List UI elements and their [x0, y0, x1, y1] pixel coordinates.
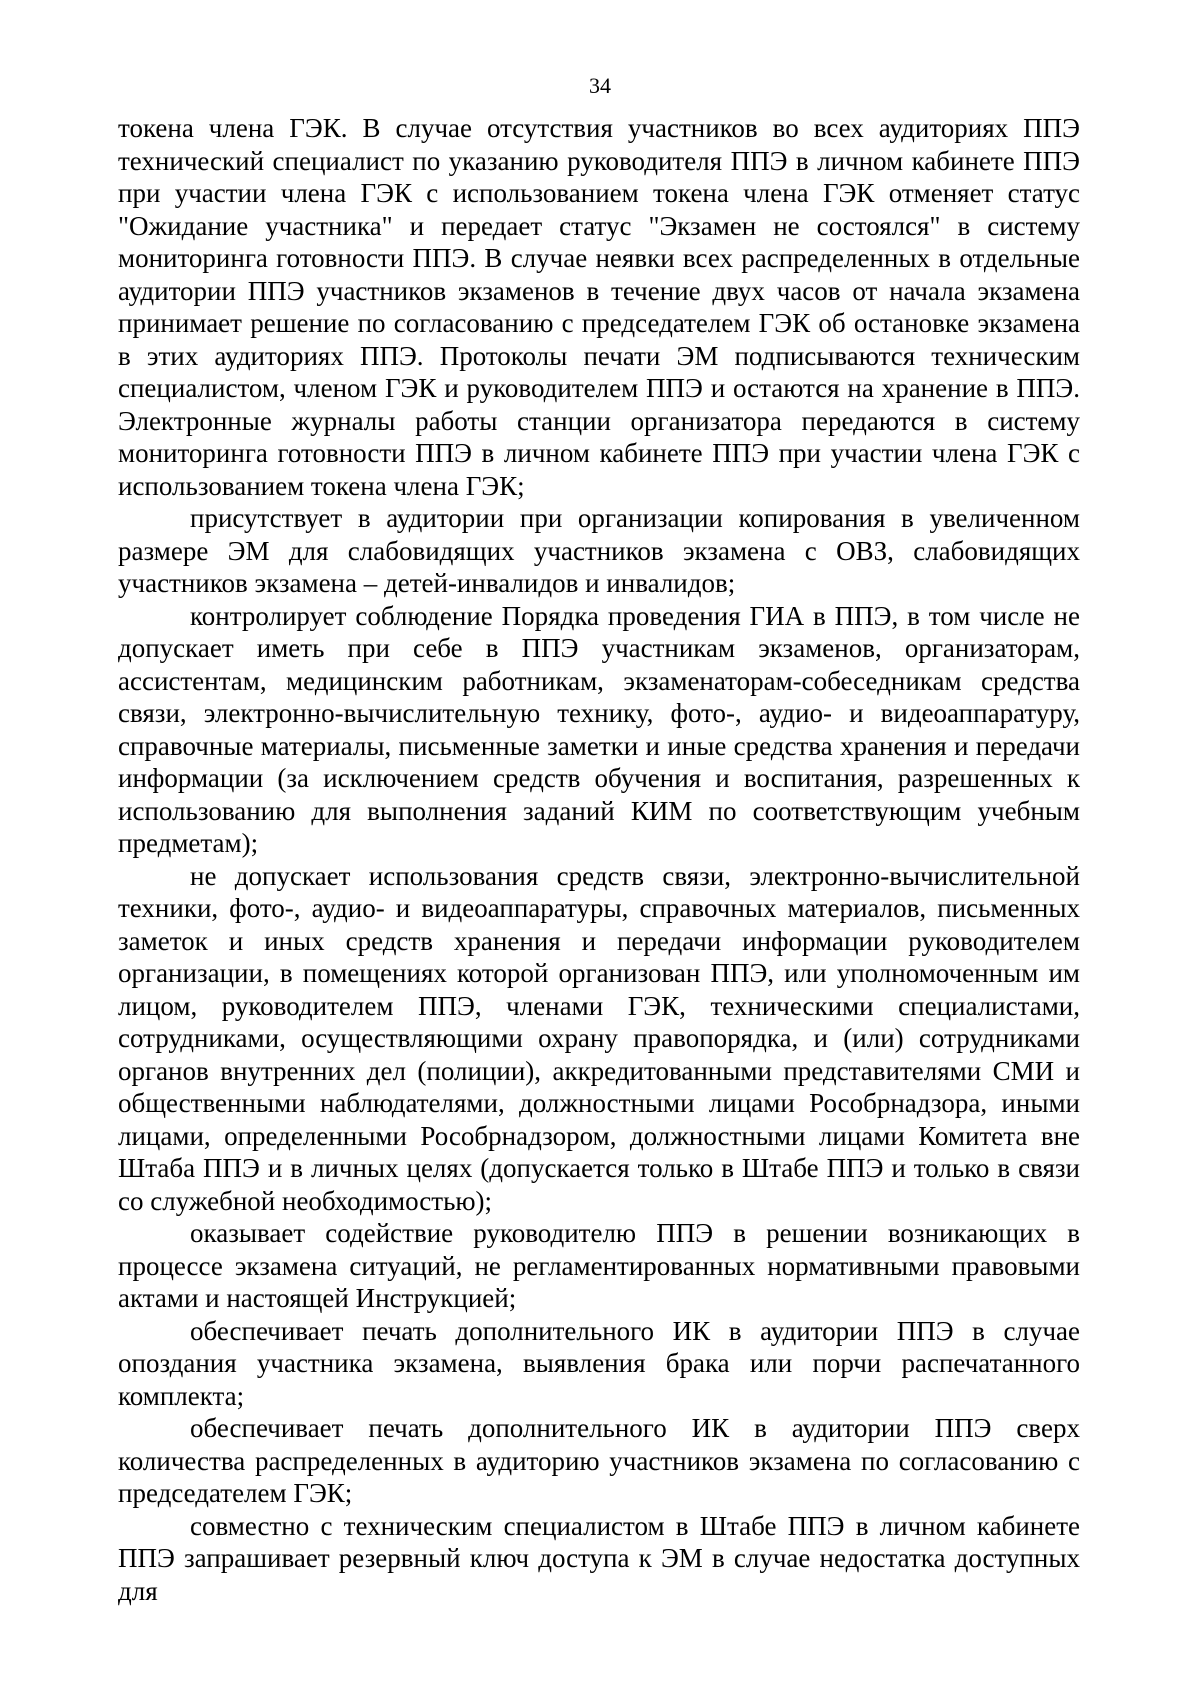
paragraph-continuation: токена члена ГЭК. В случае отсутствия участников во всех аудиториях ППЭ технический специалист по указанию руководителя ППЭ в личном кабинете ППЭ при участии члена ГЭК с использованием токена члена ГЭК отменяет статус "Ожидание участника" и передает статус "Экзамен не состоялся" в систему мониторинга готовности ППЭ. В случае неявки всех распределенных в отдельные аудитории ППЭ участников экзаменов в течение двух часов от начала экзамена принимает решение по согласованию с председателем ГЭК об остановке экзамена в этих аудиториях ППЭ. Протоколы печати ЭМ подписываются техническим специалистом, членом ГЭК и руководителем ППЭ и остаются на хранение в ППЭ. Электронные журналы работы станции организатора передаются в систему мониторинга готовности ППЭ в личном кабинете ППЭ при участии члена ГЭК с использованием токена члена ГЭК; [118, 113, 1080, 501]
paragraph-copying-enlarged: присутствует в аудитории при организации копирования в увеличенном размере ЭМ для слабовидящих участников экзамена с ОВЗ, слабовидящих участников экзамена – детей-инвалидов и инвалидов; [118, 503, 1080, 598]
paragraph-prohibited-devices: не допускает использования средств связи, электронно-вычислительной техники, фото-, аудио- и видеоаппаратуры, справочных материалов, письменных заметок и иных средств хранения и передачи информации руководителем организации, в помещениях которой организован ППЭ, или уполномоченным им лицом, руководителем ППЭ, членами ГЭК, техническими специалистами, сотрудниками, осуществляющими охрану правопорядка, и (или) сотрудниками органов внутренних дел (полиции), аккредитованными представителями СМИ и общественными наблюдателями, должностными лицами Рособрнадзора, иными лицами, определенными Рособрнадзором, должностными лицами Комитета вне Штаба ППЭ и в личных целях (допускается только в Штабе ППЭ и только в связи со служебной необходимостью); [118, 860, 1080, 1216]
paragraph-reserve-key: совместно с техническим специалистом в Штабе ППЭ в личном кабинете ППЭ запрашивает резервный ключ доступа к ЭМ в случае недостатка доступных для [118, 1510, 1080, 1606]
page-number: 34 [589, 73, 611, 98]
paragraph-additional-print-excess: обеспечивает печать дополнительного ИК в аудитории ППЭ сверх количества распределенных в аудиторию участников экзамена по согласованию с председателем ГЭК; [118, 1413, 1080, 1508]
paragraph-assistance: оказывает содействие руководителю ППЭ в решении возникающих в процессе экзамена ситуаций, не регламентированных нормативными правовыми актами и настоящей Инструкцией; [118, 1218, 1080, 1313]
paragraph-control-procedure: контролирует соблюдение Порядка проведения ГИА в ППЭ, в том числе не допускает иметь при себе в ППЭ участникам экзаменов, организаторам, ассистентам, медицинским работникам, экзаменаторам-собеседникам средства связи, электронно-вычислительную технику, фото-, аудио- и видеоаппаратуру, справочные материалы, письменные заметки и иные средства хранения и передачи информации (за исключением средств обучения и воспитания, разрешенных к использованию для выполнения заданий КИМ по соответствующим учебным предметам); [118, 600, 1080, 858]
paragraph-additional-print: обеспечивает печать дополнительного ИК в аудитории ППЭ в случае опоздания участника экзамена, выявления брака или порчи распечатанного комплекта; [118, 1315, 1080, 1411]
document-body [118, 112, 1080, 1607]
